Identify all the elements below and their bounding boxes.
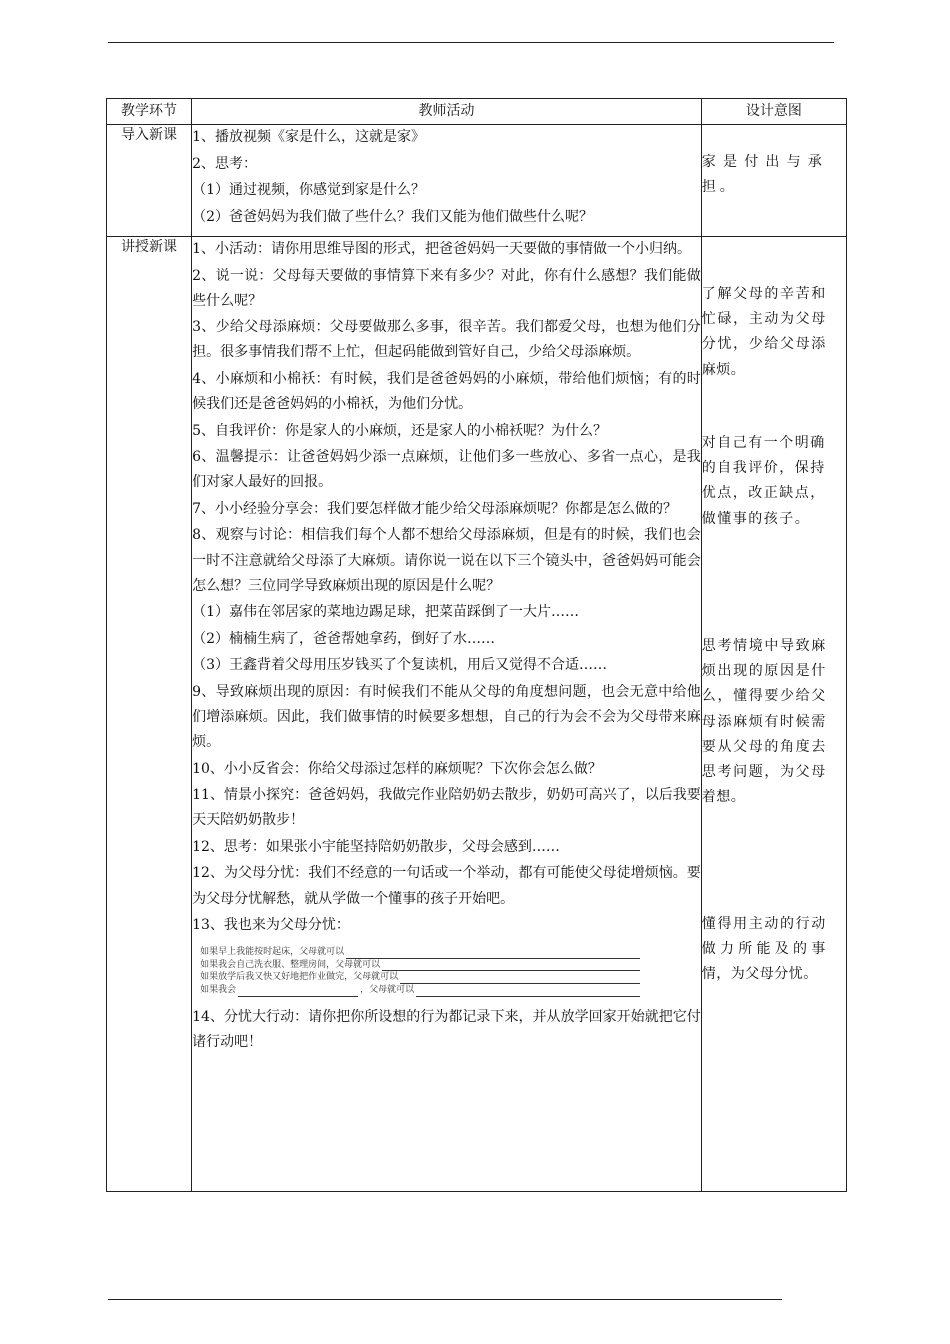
fill-row-1-text: 如果早上我能按时起床，父母就可以 bbox=[200, 947, 345, 958]
fill-blank-4a bbox=[238, 986, 358, 997]
teach-design-cell bbox=[701, 237, 846, 1192]
teach-line-2: 2、说一说：父母每天要做的事情算下来有多少？对此，你有什么感想？我们能做些什么呢？ bbox=[192, 267, 701, 309]
teach-line-5: 5、自我评价：你是家人的小麻烦，还是家人的小棉袄呢？为什么？ bbox=[192, 422, 608, 439]
fill-blank-3 bbox=[400, 973, 640, 984]
lesson-plan-table bbox=[106, 98, 847, 1192]
teach-line-13: 13、我也来为父母分忧： bbox=[192, 917, 350, 934]
teach-teacher-cell bbox=[192, 237, 702, 1192]
teach-line-12b: 12、为父母分忧：我们不经意的一句话或一个举动，都有可能使父母徒增烦恼。要为父母分忧解愁，就从学做一个懂事的孩子开始吧。 bbox=[192, 865, 701, 907]
fill-in-worksheet bbox=[200, 946, 640, 996]
intro-line-1: 1、播放视频《家是什么，这就是家》 bbox=[192, 129, 426, 145]
fill-blank-2 bbox=[382, 960, 640, 971]
teach-line-4: 4、小麻烦和小棉袄：有时候，我们是爸爸妈妈的小麻烦，带给他们烦恼；有的时候我们还是爸爸妈妈的小棉袄，为他们分忧。 bbox=[192, 370, 701, 413]
design-text-2: 对自己有一个明确的自我评价，保持优点，改正缺点，做懂事的孩子。 bbox=[701, 435, 826, 527]
design-text-3: 思考情境中导致麻烦出现的原因是什么，懂得要少给父母添麻烦有时候需要从父母的角度去思考问题，为父母着想。 bbox=[701, 638, 826, 806]
teach-line-14: 14、分忧大行动：请你把你所设想的行为都记录下来，并从放学回家开始就把它付诸行动吧！ bbox=[192, 1008, 701, 1050]
intro-line-3: （1）通过视频，你感觉到家是什么？ bbox=[192, 182, 426, 198]
intro-design-cell bbox=[701, 125, 846, 237]
design-text-4: 懂得用主动的行动做力所能及的事情，为父母分忧。 bbox=[701, 916, 826, 983]
teach-line-8: 8、观察与讨论：相信我们每个人都不想给父母添麻烦，但是有的时候，我们也会一时不注意就给父母添了大麻烦。请你说一说在以下三个镜头中，爸爸妈妈可能会怎么想？三位同学导致麻烦出现的原因是什么呢？ bbox=[192, 527, 701, 594]
header-design: 设计意图 bbox=[701, 99, 846, 125]
teach-line-8-2: （2）楠楠生病了，爸爸帮她拿药，倒好了水…… bbox=[192, 630, 496, 647]
intro-teacher-cell bbox=[192, 125, 702, 237]
teach-stage: 讲授新课 bbox=[107, 237, 192, 1192]
fill-blank-1 bbox=[346, 948, 640, 959]
fill-row-4-text-a: 如果我会 bbox=[200, 985, 237, 996]
fill-row-3-text: 如果放学后我又快又好地把作业做完，父母就可以 bbox=[200, 972, 399, 983]
intro-design-text: 家是付出与承担。 bbox=[701, 154, 826, 196]
teach-line-9: 9、导致麻烦出现的原因：有时候我们不能从父母的角度想问题，也会无意中给他们增添麻烦。因此，我们做事情的时候要多想想，自己的行为会不会为父母带来麻烦。 bbox=[192, 683, 701, 751]
intro-line-4: （2）爸爸妈妈为我们做了些什么？我们又能为他们做些什么呢？ bbox=[192, 208, 594, 225]
header-rule bbox=[108, 42, 834, 43]
fill-row-4-text-b: ，父母就可以 bbox=[360, 985, 415, 996]
teach-line-12a: 12、思考：如果张小宇能坚持陪奶奶散步，父母会感到…… bbox=[192, 838, 560, 855]
fill-row-1 bbox=[200, 946, 640, 959]
teach-line-6: 6、温馨提示：让爸爸妈妈少添一点麻烦，让他们多一些放心、多省一点心，是我们对家人最好的回报。 bbox=[192, 449, 701, 491]
fill-blank-4b bbox=[416, 986, 640, 997]
teach-line-10: 10、小小反省会：你给父母添过怎样的麻烦呢？下次你会怎么做？ bbox=[192, 760, 602, 777]
teach-line-3: 3、少给父母添麻烦：父母要做那么多事，很辛苦。我们都爱父母，也想为他们分担。很多事情我们帮不上忙，但起码能做到管好自己，少给父母添麻烦。 bbox=[192, 319, 701, 361]
teach-line-8-3: （3）王鑫背着父母用压岁钱买了个复读机，用后又觉得不合适…… bbox=[192, 657, 608, 674]
footer-rule bbox=[108, 1299, 782, 1300]
teach-line-8-1: （1）嘉伟在邻居家的菜地边踢足球，把菜苗踩倒了一大片…… bbox=[192, 604, 580, 621]
intro-row bbox=[107, 125, 847, 237]
fill-row-3 bbox=[200, 971, 640, 984]
intro-line-2: 2、思考： bbox=[192, 155, 258, 172]
teach-line-1: 1、小活动：请你用思维导图的形式，把爸爸妈妈一天要做的事情做一个小归纳。 bbox=[192, 241, 692, 257]
teach-line-11: 11、情景小探究：爸爸妈妈，我做完作业陪奶奶去散步，奶奶可高兴了，以后我要天天陪奶奶散步！ bbox=[192, 787, 701, 829]
header-teacher: 教师活动 bbox=[192, 99, 702, 125]
fill-row-2 bbox=[200, 959, 640, 972]
table-header-row bbox=[107, 99, 847, 125]
header-stage: 教学环节 bbox=[107, 99, 192, 125]
fill-row-2-text: 如果我会自己洗衣服、整理房间，父母就可以 bbox=[200, 959, 381, 970]
teach-line-7: 7、小小经验分享会：我们要怎样做才能少给父母添麻烦呢？你都是怎么做的？ bbox=[192, 500, 678, 517]
fill-row-4 bbox=[200, 984, 640, 997]
design-text-1: 了解父母的辛苦和忙碌，主动为父母分忧，少给父母添麻烦。 bbox=[701, 286, 826, 378]
intro-stage: 导入新课 bbox=[107, 125, 192, 237]
teach-row bbox=[107, 237, 847, 1192]
